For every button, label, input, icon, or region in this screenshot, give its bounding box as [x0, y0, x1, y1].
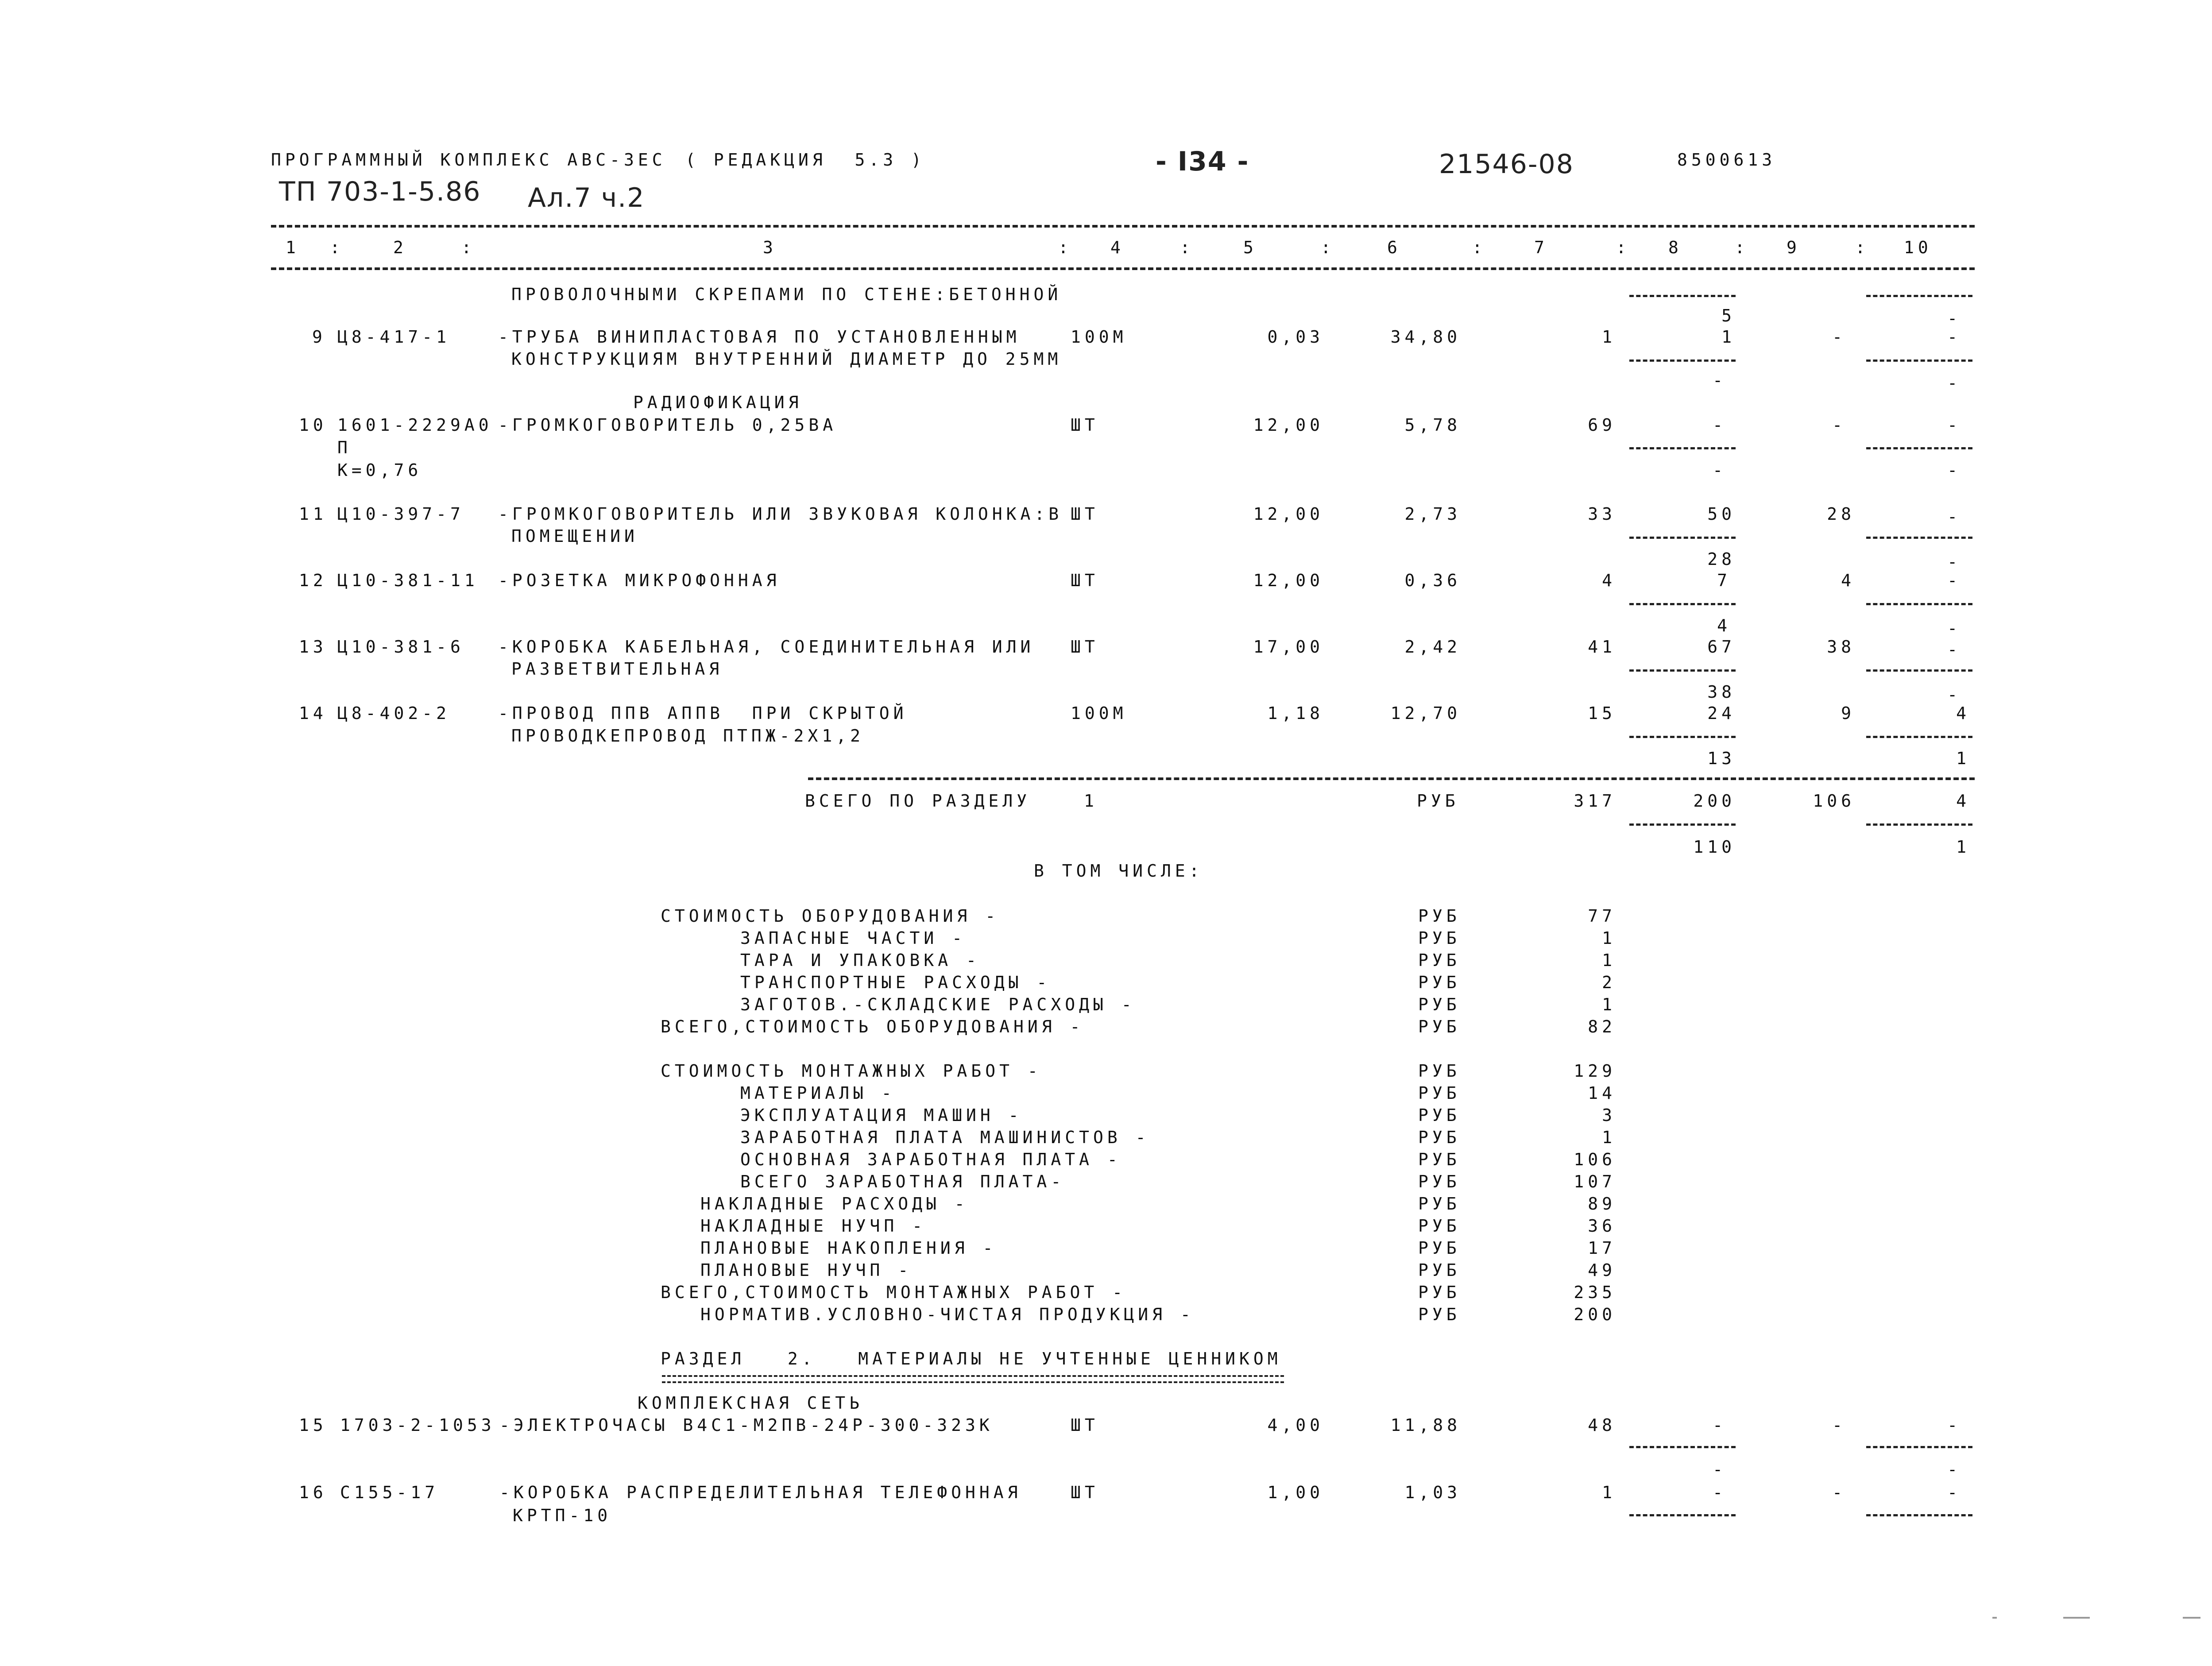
row-number: 15 — [299, 1415, 327, 1435]
row-qty: 1,18 — [1267, 704, 1324, 723]
section-2-underline — [662, 1375, 1284, 1377]
row-c9: - — [1832, 1483, 1846, 1502]
row-c9: - — [1832, 415, 1846, 435]
row-c8: 24 — [1707, 704, 1736, 723]
col-7: 7 — [1534, 238, 1548, 257]
row-qty: 4,00 — [1267, 1415, 1324, 1435]
row-c10-below: 1 — [1956, 749, 1970, 768]
summary-label: ЗАРАБОТНАЯ ПЛАТА МАШИНИСТОВ - — [740, 1128, 1150, 1147]
header-bottom-rule — [271, 267, 1975, 270]
summary-value: 200 — [1574, 1305, 1616, 1324]
row-desc: -РОЗЕТКА МИКРОФОННАЯ — [498, 571, 781, 590]
summary-value: 235 — [1574, 1283, 1616, 1302]
row-price: 2,42 — [1404, 637, 1461, 657]
summary-label: ЭКСПЛУАТАЦИЯ МАШИН - — [740, 1106, 1023, 1125]
summary-label: ЗАПАСНЫЕ ЧАСТИ - — [740, 928, 967, 948]
summary-label: ОСНОВНАЯ ЗАРАБОТНАЯ ПЛАТА - — [740, 1150, 1121, 1169]
summary-value: 1 — [1602, 995, 1616, 1014]
row-qty: 12,00 — [1253, 571, 1324, 590]
total-c10: 4 — [1956, 791, 1970, 811]
row-qty: 17,00 — [1253, 637, 1324, 657]
rule — [1629, 603, 1736, 605]
summary-unit: РУБ — [1418, 973, 1461, 992]
total-c8: 200 — [1693, 791, 1736, 811]
summary-value: 77 — [1588, 906, 1616, 926]
col-2: 2 — [393, 238, 407, 257]
row-qty: 1,00 — [1267, 1483, 1324, 1502]
row-number: 9 — [312, 327, 326, 347]
row-c10: - — [1947, 571, 1961, 590]
summary-value: 17 — [1588, 1238, 1616, 1258]
row-number: 13 — [299, 637, 327, 657]
row-code: С155-17 — [340, 1483, 439, 1502]
col-6: 6 — [1387, 238, 1401, 257]
row-c8: 67 — [1707, 637, 1736, 657]
row-number: 12 — [299, 571, 327, 590]
summary-unit: РУБ — [1418, 1216, 1461, 1236]
section-title: РАДИОФИКАЦИЯ — [633, 393, 803, 412]
rule — [1866, 669, 1972, 672]
summary-label: НОРМАТИВ.УСЛОВНО-ЧИСТАЯ ПРОДУКЦИЯ - — [700, 1305, 1195, 1324]
total-c7: 317 — [1574, 791, 1616, 811]
project-number: ТП 703-1-5.86 — [279, 176, 481, 207]
rule — [1629, 736, 1736, 738]
rule — [1866, 359, 1972, 362]
row-c7: 33 — [1588, 504, 1616, 524]
summary-value: 1 — [1602, 951, 1616, 970]
rule — [1866, 736, 1972, 738]
row-desc: -ГРОМКОГОВОРИТЕЛЬ 0,25ВА — [498, 415, 837, 435]
row-price: 5,78 — [1404, 415, 1461, 435]
rule — [1629, 295, 1736, 297]
row-code: Ц10-381-11 — [337, 571, 479, 590]
scan-speck — [1992, 1617, 1997, 1619]
row-price: 12,70 — [1390, 704, 1461, 723]
row-c9: - — [1832, 327, 1846, 347]
page-number: - I34 - — [1156, 146, 1249, 177]
summary-value: 89 — [1588, 1194, 1616, 1214]
total-label: ВСЕГО ПО РАЗДЕЛУ — [805, 791, 1031, 811]
row-c10-below: - — [1947, 460, 1961, 480]
summary-label: ВСЕГО ЗАРАБОТНАЯ ПЛАТА- — [740, 1172, 1065, 1191]
row-unit: ШТ — [1071, 637, 1099, 657]
row-c10: - — [1947, 327, 1961, 347]
total-c10-below: 1 — [1956, 837, 1970, 857]
row-c10-below: - — [1947, 618, 1961, 638]
row-c10-above: - — [1947, 309, 1961, 328]
row-c10-below: - — [1947, 1460, 1961, 1479]
summary-value: 14 — [1588, 1083, 1616, 1103]
scan-speck — [2063, 1617, 2090, 1619]
summary-label: НАКЛАДНЫЕ НУЧП - — [700, 1216, 927, 1236]
summary-unit: РУБ — [1418, 951, 1461, 970]
summary-unit: РУБ — [1418, 928, 1461, 948]
row-c10: - — [1947, 1415, 1961, 1435]
summary-value: 3 — [1602, 1106, 1616, 1125]
summary-label: СТОИМОСТЬ МОНТАЖНЫХ РАБОТ - — [661, 1061, 1042, 1081]
row-c8-below: 4 — [1717, 616, 1731, 635]
summary-unit: РУБ — [1418, 1150, 1461, 1169]
row-code: Ц10-381-6 — [337, 637, 464, 657]
rule — [1866, 603, 1972, 605]
col-3: 3 — [763, 238, 777, 257]
row-c8: 7 — [1717, 571, 1731, 590]
summary-unit: РУБ — [1418, 1106, 1461, 1125]
summary-label: НАКЛАДНЫЕ РАСХОДЫ - — [700, 1194, 969, 1214]
row-code: Ц8-402-2 — [337, 704, 451, 723]
row-c8-below: - — [1713, 1460, 1727, 1479]
row-desc: -ЭЛЕКТРОЧАСЫ В4С1-М2ПВ-24Р-300-323К — [499, 1415, 994, 1435]
row-number: 10 — [299, 415, 327, 435]
row-price: 34,80 — [1390, 327, 1461, 347]
row-c10: - — [1947, 1483, 1961, 1502]
row-price: 0,36 — [1404, 571, 1461, 590]
row-c8-below: 38 — [1707, 682, 1736, 702]
summary-unit: РУБ — [1418, 1260, 1461, 1280]
row-unit: ШТ — [1071, 1415, 1099, 1435]
summary-label: МАТЕРИАЛЫ - — [740, 1083, 896, 1103]
col-10: 10 — [1904, 238, 1932, 257]
total-c8-below: 110 — [1693, 837, 1736, 857]
row-c7: 41 — [1588, 637, 1616, 657]
row-c8: 1 — [1721, 327, 1736, 347]
row-desc-2: РАЗВЕТВИТЕЛЬНАЯ — [511, 659, 723, 679]
section-2-title: РАЗДЕЛ 2. МАТЕРИАЛЫ НЕ УЧТЕННЫЕ ЦЕННИКОМ — [661, 1349, 1282, 1368]
document-number: 21546-08 — [1439, 149, 1574, 180]
col-4: 4 — [1110, 238, 1125, 257]
row-qty: 12,00 — [1253, 415, 1324, 435]
total-rule — [808, 777, 1975, 780]
summary-value: 1 — [1602, 1128, 1616, 1147]
summary-unit: РУБ — [1418, 1128, 1461, 1147]
summary-value: 82 — [1588, 1017, 1616, 1036]
rule — [1629, 1446, 1736, 1448]
summary-value: 2 — [1602, 973, 1616, 992]
row-c10-below: - — [1947, 552, 1961, 572]
summary-unit: РУБ — [1418, 1017, 1461, 1036]
summary-label: СТОИМОСТЬ ОБОРУДОВАНИЯ - — [661, 906, 1000, 926]
summary-unit: РУБ — [1418, 995, 1461, 1014]
row-c8-below: 28 — [1707, 549, 1736, 569]
col-9: 9 — [1787, 238, 1801, 257]
row-qty: 0,03 — [1267, 327, 1324, 347]
row-desc: -ПРОВОД ППВ АППВ ПРИ СКРЫТОЙ — [498, 704, 908, 723]
program-name: ПРОГРАММНЫЙ КОМПЛЕКС АВС-3ЕС — [271, 150, 666, 170]
row-desc-2: КРТП-10 — [513, 1506, 612, 1525]
row-desc-2: КОНСТРУКЦИЯМ ВНУТРЕННИЙ ДИАМЕТР ДО 25ММ — [511, 349, 1062, 369]
summary-label: ТАРА И УПАКОВКА - — [740, 951, 980, 970]
rule — [1629, 447, 1736, 449]
row-desc: -ТРУБА ВИНИПЛАСТОВАЯ ПО УСТАНОВЛЕННЫМ — [498, 327, 1021, 347]
summary-unit: РУБ — [1418, 1083, 1461, 1103]
header-top-rule — [271, 225, 1975, 228]
row-price: 2,73 — [1404, 504, 1461, 524]
summary-label: ПЛАНОВЫЕ НАКОПЛЕНИЯ - — [700, 1238, 997, 1258]
row-code: 1601-2229А0 — [337, 415, 493, 435]
row-unit: 100М — [1071, 327, 1127, 347]
summary-unit: РУБ — [1418, 1172, 1461, 1191]
row-c8: - — [1713, 1415, 1727, 1435]
row-c8-below: - — [1713, 371, 1727, 390]
row-c7: 69 — [1588, 415, 1616, 435]
prev-item-tail: ПРОВОЛОЧНЫМИ СКРЕПАМИ ПО СТЕНЕ:БЕТОННОЙ — [511, 285, 1062, 304]
summary-unit: РУБ — [1418, 1305, 1461, 1324]
summary-label: ТРАНСПОРТНЫЕ РАСХОДЫ - — [740, 973, 1051, 992]
row-c8: - — [1713, 1483, 1727, 1502]
row-code: Ц10-397-7 — [337, 504, 464, 524]
col-5: 5 — [1243, 238, 1257, 257]
row-c7: 1 — [1602, 1483, 1616, 1502]
row-unit: ШТ — [1071, 415, 1099, 435]
row-code-2: П — [337, 438, 352, 457]
row-c7: 1 — [1602, 327, 1616, 347]
rule — [1866, 537, 1972, 539]
summary-value: 106 — [1574, 1150, 1616, 1169]
summary-value: 36 — [1588, 1216, 1616, 1236]
summary-label: ПЛАНОВЫЕ НУЧП - — [700, 1260, 913, 1280]
row-c8: 50 — [1707, 504, 1736, 524]
row-code: 1703-2-1053 — [340, 1415, 495, 1435]
rule — [1629, 669, 1736, 672]
row-c7: 15 — [1588, 704, 1616, 723]
row-qty: 12,00 — [1253, 504, 1324, 524]
row-c9: - — [1832, 1415, 1846, 1435]
rule — [1866, 1446, 1972, 1448]
summary-unit: РУБ — [1418, 906, 1461, 926]
summary-value: 1 — [1602, 928, 1616, 948]
row-unit: ШТ — [1071, 504, 1099, 524]
document-code: 8500613 — [1677, 150, 1776, 170]
row-c7: 4 — [1602, 571, 1616, 590]
rule — [1866, 823, 1972, 826]
summary-unit: РУБ — [1418, 1061, 1461, 1081]
rule — [1866, 1514, 1972, 1516]
section-2-subtitle: КОМПЛЕКСНАЯ СЕТЬ — [638, 1393, 864, 1413]
row-c8: - — [1713, 415, 1727, 435]
row-c10: - — [1947, 507, 1961, 526]
scan-speck — [2183, 1617, 2200, 1619]
row-code: Ц8-417-1 — [337, 327, 451, 347]
section-2-underline-2 — [662, 1381, 1284, 1383]
row-c7: 48 — [1588, 1415, 1616, 1435]
row-c9: 38 — [1827, 637, 1855, 657]
summary-value: 49 — [1588, 1260, 1616, 1280]
row-c10-below: - — [1947, 373, 1961, 393]
row-c10-below: - — [1947, 685, 1961, 704]
row-desc: -КОРОБКА РАСПРЕДЕЛИТЕЛЬНАЯ ТЕЛЕФОННАЯ — [499, 1483, 1022, 1502]
row-desc-2: ПОМЕЩЕНИИ — [511, 526, 638, 546]
row-desc: -КОРОБКА КАБЕЛЬНАЯ, СОЕДИНИТЕЛЬНАЯ ИЛИ — [498, 637, 1035, 657]
summary-label: ВСЕГО,СТОИМОСТЬ МОНТАЖНЫХ РАБОТ - — [661, 1283, 1126, 1302]
row-unit: ШТ — [1071, 571, 1099, 590]
summary-unit: РУБ — [1418, 1194, 1461, 1214]
summary-label: ЗАГОТОВ.-СКЛАДСКИЕ РАСХОДЫ - — [740, 995, 1136, 1014]
row-number: 14 — [299, 704, 327, 723]
edition: ( РЕДАКЦИЯ 5.3 ) — [685, 150, 925, 170]
rule — [1866, 295, 1972, 297]
row-desc-2: ПРОВОДКЕПРОВОД ПТПЖ-2Х1,2 — [511, 726, 864, 746]
row-coefficient: К=0,76 — [337, 460, 422, 480]
row-c8-below: 13 — [1707, 749, 1736, 768]
row-number: 16 — [299, 1483, 327, 1502]
row-number: 11 — [299, 504, 327, 524]
row-price: 11,88 — [1390, 1415, 1461, 1435]
including-label: В ТОМ ЧИСЛЕ: — [1034, 861, 1203, 881]
row-c9: 4 — [1841, 571, 1855, 590]
row-c9: 9 — [1841, 704, 1855, 723]
summary-unit: РУБ — [1418, 1283, 1461, 1302]
album-number: Ал.7 ч.2 — [528, 182, 645, 213]
summary-label: ВСЕГО,СТОИМОСТЬ ОБОРУДОВАНИЯ - — [661, 1017, 1084, 1036]
rule — [1629, 823, 1736, 826]
row-c9: 28 — [1827, 504, 1855, 524]
summary-value: 107 — [1574, 1172, 1616, 1191]
rule — [1629, 359, 1736, 362]
row-price: 1,03 — [1404, 1483, 1461, 1502]
total-num: 1 — [1084, 791, 1098, 811]
row-c8-above: 5 — [1721, 306, 1736, 325]
row-c10: 4 — [1956, 704, 1970, 723]
total-c9: 106 — [1813, 791, 1855, 811]
rule — [1629, 1514, 1736, 1516]
summary-value: 129 — [1574, 1061, 1616, 1081]
row-desc: -ГРОМКОГОВОРИТЕЛЬ ИЛИ ЗВУКОВАЯ КОЛОНКА:В — [498, 504, 1063, 524]
rule — [1629, 537, 1736, 539]
rule — [1866, 447, 1972, 449]
row-unit: ШТ — [1071, 1483, 1099, 1502]
col-8: 8 — [1668, 238, 1682, 257]
total-unit: РУБ — [1417, 791, 1459, 811]
row-c10: - — [1947, 415, 1961, 435]
row-c10: - — [1947, 640, 1961, 659]
summary-unit: РУБ — [1418, 1238, 1461, 1258]
row-unit: 100М — [1071, 704, 1127, 723]
col-1: 1 — [286, 238, 300, 257]
row-c8-below: - — [1713, 460, 1727, 480]
